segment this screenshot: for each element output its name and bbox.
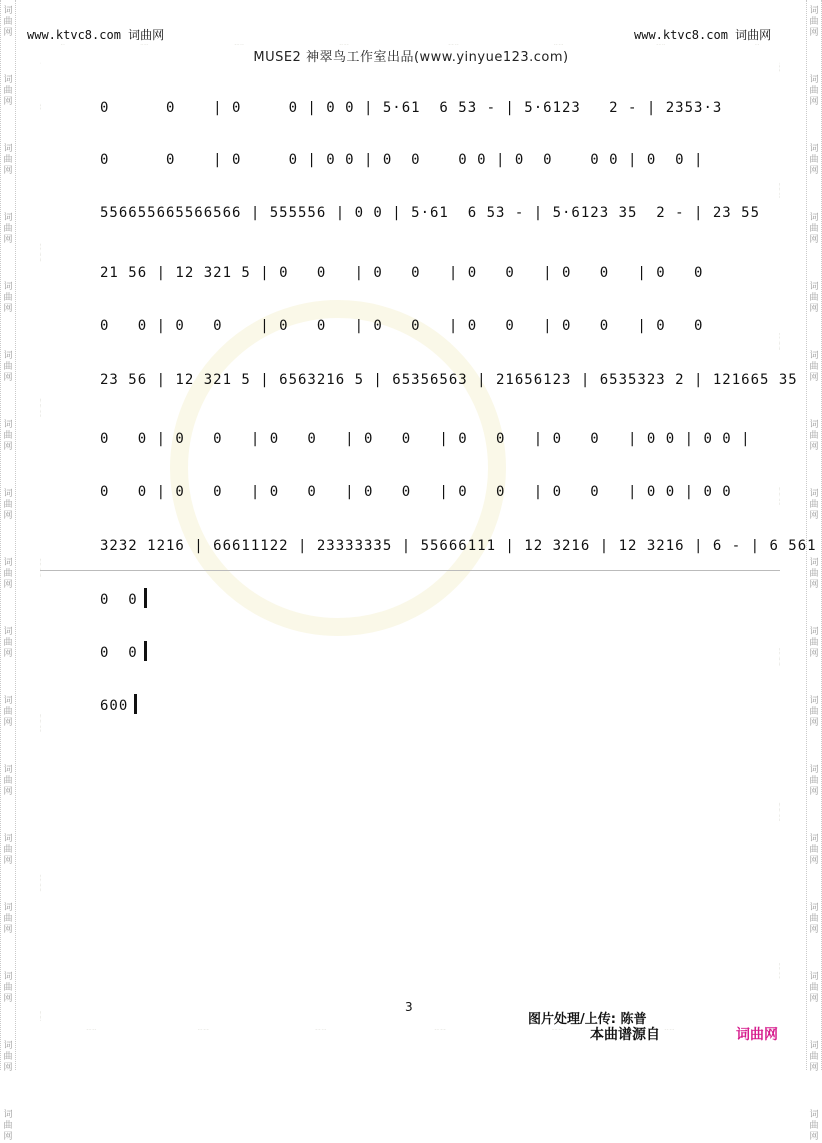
- final-barline: [134, 694, 137, 714]
- source-credit: 本曲谱源自: [590, 1027, 660, 1043]
- side-watermark-text: 词 曲 网: [3, 144, 13, 176]
- page-title: MUSE2 神翠鸟工作室出品(www.yinyue123.com): [253, 50, 569, 65]
- score-row: 21 56 | 12 321 5 | 0 0 | 0 0 | 0 0 | 0 0 | 0 0: [100, 265, 704, 281]
- score-row: 0 0 | 0 0 | 0 0 | 0 0 | 0 0 | 0 0 | 0 0 | 0 0: [100, 484, 732, 500]
- side-watermark-text: 词 曲 网: [3, 213, 13, 245]
- side-watermark-text: 词 曲 网: [809, 282, 819, 314]
- final-row-notes: 600: [100, 698, 129, 714]
- header-site-left: www.ktvc8.com 词曲网: [27, 28, 165, 42]
- side-watermark-text: 词 曲 网: [3, 558, 13, 590]
- final-row-notes: 0 0: [100, 645, 138, 661]
- side-watermark-text: 词 曲 网: [809, 696, 819, 728]
- score-paper: [40, 44, 780, 1030]
- side-watermark-text: 词 曲 网: [809, 489, 819, 521]
- side-watermark-text: 词 曲 网: [809, 6, 819, 38]
- side-watermark-text: 词 曲 网: [809, 558, 819, 590]
- score-row: 556655665566566 | 555556 | 0 0 | 5·61 6 53 - | 5·6123 35 2 - | 23 55: [100, 205, 761, 221]
- side-watermark-text: 词 曲 网: [809, 213, 819, 245]
- side-watermark-text: 词 曲 网: [809, 1041, 819, 1073]
- score-row: 0 0 | 0 0 | 0 0 | 5·61 6 53 - | 5·6123 2 - | 2353·3: [100, 100, 723, 116]
- side-watermark-text: 词 曲 网: [809, 351, 819, 383]
- right-watermark-strip: [806, 0, 822, 1142]
- side-watermark-text: 词 曲 网: [3, 903, 13, 935]
- side-watermark-text: 词 曲 网: [809, 144, 819, 176]
- side-watermark-text: 词 曲 网: [3, 420, 13, 452]
- final-barline: [144, 641, 147, 661]
- side-watermark-text: 词 曲 网: [809, 972, 819, 1004]
- side-watermark-text: 词 曲 网: [809, 1110, 819, 1142]
- score-row: 0 0 | 0 0 | 0 0 | 0 0 | 0 0 | 0 0 | 0 0 | 0 0 |: [100, 431, 751, 447]
- side-watermark-text: 词 曲 网: [809, 75, 819, 107]
- final-barline: [144, 588, 147, 608]
- side-watermark-text: 词 曲 网: [3, 627, 13, 659]
- score-row: 23 56 | 12 321 5 | 6563216 5 | 65356563 | 21656123 | 6535323 2 | 121665 35: [100, 372, 798, 388]
- side-watermark-text: 词 曲 网: [3, 75, 13, 107]
- upload-credit: 图片处理/上传: 陈普: [528, 1012, 647, 1027]
- side-watermark-text: 词 曲 网: [3, 1041, 13, 1073]
- side-watermark-text: 词 曲 网: [3, 696, 13, 728]
- side-watermark-text: 词 曲 网: [809, 834, 819, 866]
- header-site-right: www.ktvc8.com 词曲网: [634, 28, 772, 42]
- final-row: [100, 588, 147, 612]
- side-watermark-text: 词 曲 网: [809, 627, 819, 659]
- score-row: 3232 1216 | 66611122 | 23333335 | 55666111 | 12 3216 | 12 3216 | 6 - | 6 561: [100, 538, 817, 554]
- side-watermark-text: 词 曲 网: [3, 972, 13, 1004]
- side-watermark-text: 词 曲 网: [3, 765, 13, 797]
- side-watermark-text: 词 曲 网: [809, 765, 819, 797]
- side-watermark-text: 词 曲 网: [809, 420, 819, 452]
- final-row-notes: 0 0: [100, 592, 138, 608]
- final-row: [100, 694, 137, 718]
- score-row: 0 0 | 0 0 | 0 0 | 0 0 | 0 0 | 0 0 | 0 0: [100, 318, 704, 334]
- left-watermark-strip: [0, 0, 16, 1142]
- brand-logo-text[interactable]: 词曲网: [736, 1027, 778, 1043]
- final-row: [100, 641, 147, 665]
- side-watermark-text: 词 曲 网: [3, 6, 13, 38]
- side-watermark-text: 词 曲 网: [3, 351, 13, 383]
- side-watermark-text: 词 曲 网: [3, 834, 13, 866]
- score-row: 0 0 | 0 0 | 0 0 | 0 0 0 0 | 0 0 0 0 | 0 0 |: [100, 152, 704, 168]
- page-number: 3: [405, 1000, 413, 1014]
- side-watermark-text: 词 曲 网: [809, 903, 819, 935]
- side-watermark-text: 词 曲 网: [3, 489, 13, 521]
- side-watermark-text: 词 曲 网: [3, 1110, 13, 1142]
- side-watermark-text: 词 曲 网: [3, 282, 13, 314]
- page-break-rule: [40, 570, 780, 571]
